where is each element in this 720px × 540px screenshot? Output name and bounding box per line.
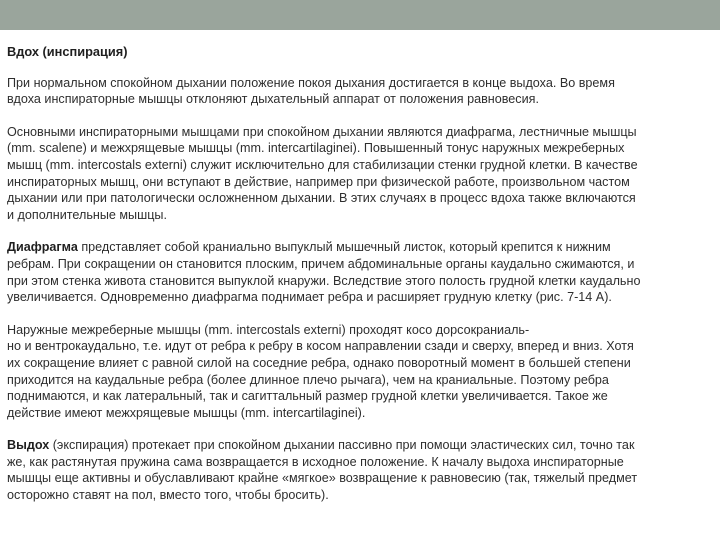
text-line: осторожно ставят на пол, вместо того, чтобы бросить). — [7, 488, 329, 503]
text-line: Основными инспираторными мышцами при спокойном дыхании являются диафрагма, лестничные мышцы — [7, 124, 637, 139]
paragraph-intercostal — [7, 322, 713, 422]
text-line: Наружные межреберные мышцы (mm. intercostals externi) проходят косо дорсокраниаль- — [7, 322, 530, 337]
paragraph-1 — [7, 75, 713, 108]
text-line: поднимаются, и как латеральный, так и сагиттальный размер грудной клетки увеличивается. Такое же — [7, 389, 608, 404]
text-line: вдоха инспираторные мышцы отклоняют дыхательный аппарат от положения равновесия. — [7, 92, 539, 107]
text-line: приходится на каудальные ребра (более длинное плечо рычага), чем на краниальные. Поэтому ребра — [7, 372, 609, 387]
text-line: дыхании или при патологически осложненном дыхании. В этих случаях в процесс вдоха также включаются — [7, 191, 636, 206]
term-diaphragm: Диафрагма — [7, 240, 78, 255]
text-line: (mm. scalene) и межхрящевые мышцы (mm. intercartilaginei). Повышенный тонус наружных межреберных — [7, 141, 625, 156]
paragraph-diaphragm — [7, 239, 713, 305]
text-line-rest: представляет собой краниально выпуклый мышечный листок, который крепится к нижним — [77, 240, 611, 255]
text-line: При нормальном спокойном дыхании положение покоя дыхания достигается в конце выдоха. Во время — [7, 75, 615, 90]
text-line: и дополнительные мышцы. — [7, 207, 167, 222]
text-line-rest: (экспирация) протекает при спокойном дыхании пассивно при помощи эластических сил, точно так — [49, 438, 635, 453]
text-line: их сокращение влияет с равной силой на соседние ребра, однако поворотный момент в большей степени — [7, 355, 631, 370]
section-heading: Вдох (инспирация) — [7, 44, 128, 59]
paragraph-expiration — [7, 437, 713, 503]
content-area — [7, 44, 713, 520]
text-line: но и вентрокаудально, т.е. идут от ребра к ребру в косом направлении сзади и сверху, вперед и вниз. Хотя — [7, 339, 634, 354]
text-line: ребрам. При сокращении он становится плоским, причем абдоминальные органы каудально сжимаются, и — [7, 256, 635, 271]
text-line: мышцы еще активны и обуславливают крайне «мягкое» возвращение к равновесию (так, тяжелый предмет — [7, 471, 638, 486]
text-line — [7, 239, 713, 256]
text-line: инспираторных мышц, они вступают в действие, например при физической работе, произвольном частом — [7, 174, 630, 189]
text-line: же, как растянутая пружина сама возвращается в исходное положение. К началу выдоха инспираторные — [7, 454, 624, 469]
text-line: увеличивается. Одновременно диафрагма поднимает ребра и расширяет грудную клетку (рис. 7-14 А). — [7, 290, 612, 305]
paragraph-2 — [7, 124, 713, 224]
text-line — [7, 437, 713, 454]
text-line: при этом стенка живота становится выпуклой кнаружи. Вследствие этого полость грудной клетки каудально — [7, 273, 641, 288]
header-band — [0, 0, 720, 30]
term-expiration: Выдох — [7, 438, 50, 453]
text-line: мышц (mm. intercostals externi) служит исключительно для стабилизации стенки грудной клетки. В качестве — [7, 157, 638, 172]
text-line: действие имеют межхрящевые мышцы (mm. intercartilaginei). — [7, 405, 366, 420]
